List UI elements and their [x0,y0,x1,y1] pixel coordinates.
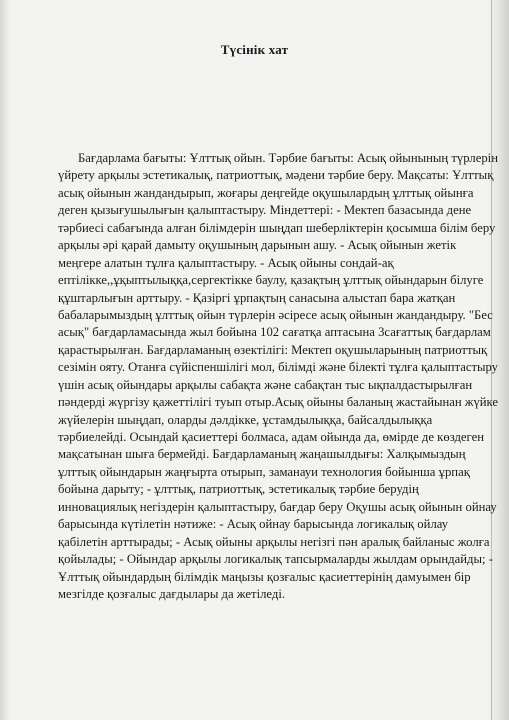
body-line: барысында күтілетін нәтиже: - Асық ойнау барысында логикалық ойлау [58,517,449,532]
body-line: ептілікке,,ұқыптылыққа,сергектікке баулу, қазақтың ұлттық ойындарын білуге [58,273,484,288]
body-line: құштарлығын арттыру. - Қазіргі ұрпақтың санасына алыстап бара жатқан [58,290,456,305]
page-left-shadow [0,0,10,720]
body-line: сезімін ояту. Отанға сүйіспеншілігі мол, білімді және білекті тұлға қалыптастыру [58,360,498,375]
body-line: үйрету арқылы эстетикалық, патриоттық, мәдени тәрбие беру. Мақсаты: Ұлттық [58,168,494,183]
document-body [58,150,498,603]
body-line: бойына дарыту; - ұлттық, патриоттық, эстетикалық тәрбие берудің [58,482,419,497]
body-line: қойылады; - Ойындар арқылы логикалық тапсырмаларды жылдам орындайды; - [58,552,493,567]
body-line: меңгере алатын тұлға қалыптастыру. - Асық ойыны сондай-ақ [58,255,394,270]
body-line: асық" бағдарламасында жыл бойына 102 сағатқа аптасына 3сағаттық бағдарлам [58,325,491,340]
body-line: деген қызығушылығын қалыптастыру. Міндеттері: - Мектеп базасында дене [58,203,472,218]
body-line: арқылы әрі қарай дамыту оқушының дарынын ашу. - Асық ойынын жетік [58,238,457,253]
body-line: мақсатынан шыға бермейді. Бағдарламаның жаңашылдығы: Халқымыздың [58,447,466,462]
body-line: қабілетін арттырады; - Асық ойыны арқылы негізгі пән аралық байланыс жолға [58,534,490,549]
document-title: Түсінік хат [220,42,289,57]
body-line: мезгілде қозғалыс дағдылары да жетіледі. [58,586,286,601]
body-line: инновациялық негіздерін қалыптастыру, бағдар беру Оқушы асық ойынын ойнау [58,499,497,514]
body-line: тәрбиесі сабағында алған білімдерін шыңдап шеберліктерін қосымша білім беру [58,220,496,235]
body-line: ұлттық ойындарын жаңғырта отырып, заманауи технология бойынша ұрпақ [58,464,470,479]
body-line: жүйелерін шыңдап, оларды дәлдікке, ұстамдылыққа, байсалдылыққа [58,412,433,427]
body-line: үшін асық ойындары арқылы сабақта және сабақтан тыс ықпалдастырылған [58,377,473,392]
body-line: асық ойынын жандандырып, жоғары деңгейде оқушылардың ұлттық ойынға [58,185,474,200]
body-line: Ұлттық ойындардың білімдік маңызы қозғалыс қасиеттерінің дамуымен бір [58,569,471,584]
body-line: тәрбиелейді. Осындай қасиеттері болмаса, адам ойында да, өмірде де көздеген [58,430,485,444]
body-line: қарастырылған. Бағдарламаның өзектілігі: Мектеп оқушыларының патриоттық [58,342,488,357]
body-line: пәндерді жүргізу қажеттілігі туып отыр.Асық ойыны баланың жастайынан жүйке [58,395,498,410]
body-line: бабаларымыздың ұлттық ойын түрлерін әсіресе асық ойынын жандандыру. "Бес [58,307,493,322]
body-line: Бағдарлама бағыты: Ұлттық ойын. Тәрбие бағыты: Асық ойынының түрлерін [78,151,498,165]
